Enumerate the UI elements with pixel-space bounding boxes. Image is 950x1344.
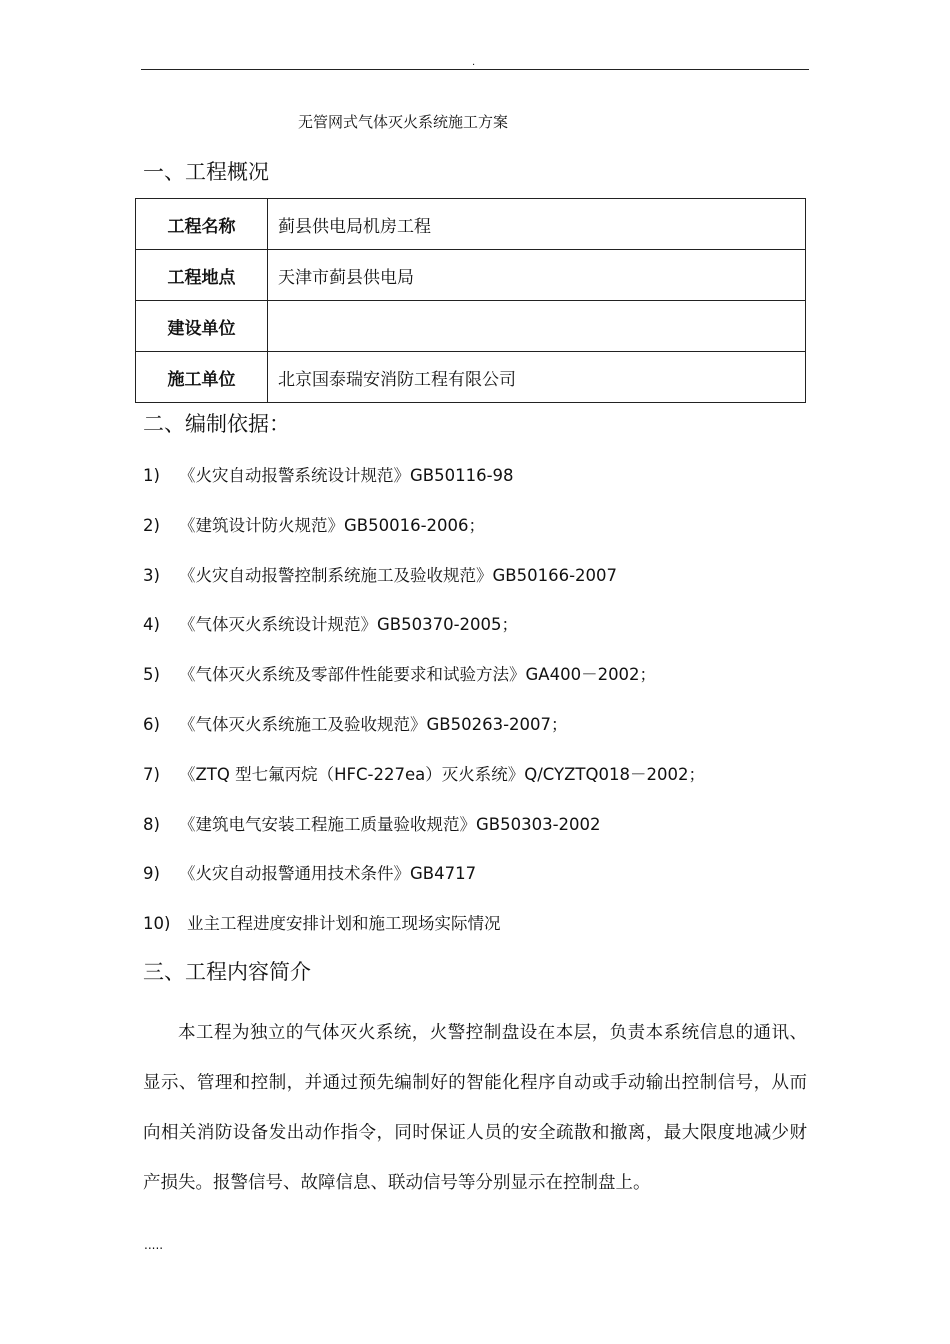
row-value [268,301,806,352]
item-number: 2) [143,515,160,535]
list-item [143,462,705,512]
list-item [143,611,705,661]
project-info-table [135,198,806,403]
section-heading-overview: 一、工程概况 [143,160,269,184]
table-row [136,301,806,352]
list-item [143,910,705,960]
item-number: 3) [143,565,160,585]
item-number: 8) [143,814,160,834]
row-value: 天津市蓟县供电局 [268,250,806,301]
section-heading-summary: 三、工程内容简介 [143,960,311,984]
header-mark: . [472,57,476,68]
table-row [136,250,806,301]
item-text: 《火灾自动报警系统设计规范》GB50116-98 [179,466,514,485]
item-number: 10) [143,914,171,934]
list-item [143,661,705,711]
table-row [136,352,806,403]
item-text: 《气体灭火系统及零部件性能要求和试验方法》GA400－2002； [179,665,657,685]
item-number: 7) [143,764,160,784]
table-row [136,199,806,250]
list-item [143,811,705,861]
summary-paragraph: 本工程为独立的气体灭火系统，火警控制盘设在本层，负责本系统信息的通讯、显示、管理和控制，并通过预先编制好的智能化程序自动或手动输出控制信号，从而向相关消防设备发出动作指令，同时保证人员的安全疏散和撤离，最大限度地减少财产损失。报警信号、故障信息、联动信号等分别显示在控制盘上。 [143,1023,807,1193]
row-label: 工程地点 [136,250,268,301]
item-text: 《火灾自动报警通用技术条件》GB4717 [179,864,477,884]
reference-list [143,462,705,960]
row-label: 工程名称 [136,199,268,250]
item-number: 6) [143,714,160,734]
item-text: 《ZTQ 型七氟丙烷（HFC-227ea）灭火系统》Q/CYZTQ018－2002； [179,764,705,784]
item-number: 9) [143,864,160,884]
row-value: 蓟县供电局机房工程 [268,199,806,250]
list-item [143,512,705,562]
list-item [143,761,705,811]
list-item [143,860,705,910]
item-text: 《气体灭火系统施工及验收规范》GB50263-2007； [179,714,568,734]
header-rule [141,69,809,70]
row-label: 建设单位 [136,301,268,352]
row-label: 施工单位 [136,352,268,403]
row-value: 北京国泰瑞安消防工程有限公司 [268,352,806,403]
section-heading-basis: 二、编制依据： [143,412,290,436]
item-number: 5) [143,665,160,685]
list-item [143,562,705,612]
item-number: 1) [143,466,160,485]
footer-mark: ..... [144,1238,164,1252]
item-text: 《气体灭火系统设计规范》GB50370-2005； [179,615,519,635]
item-text: 《建筑设计防火规范》GB50016-2006； [179,515,486,535]
item-text: 《火灾自动报警控制系统施工及验收规范》GB50166-2007 [179,565,618,585]
item-number: 4) [143,615,160,635]
list-item [143,711,705,761]
item-text: 《建筑电气安装工程施工质量验收规范》GB50303-2002 [179,814,601,834]
document-title: 无管网式气体灭火系统施工方案 [298,113,509,131]
item-text: 业主工程进度安排计划和施工现场实际情况 [187,914,501,934]
